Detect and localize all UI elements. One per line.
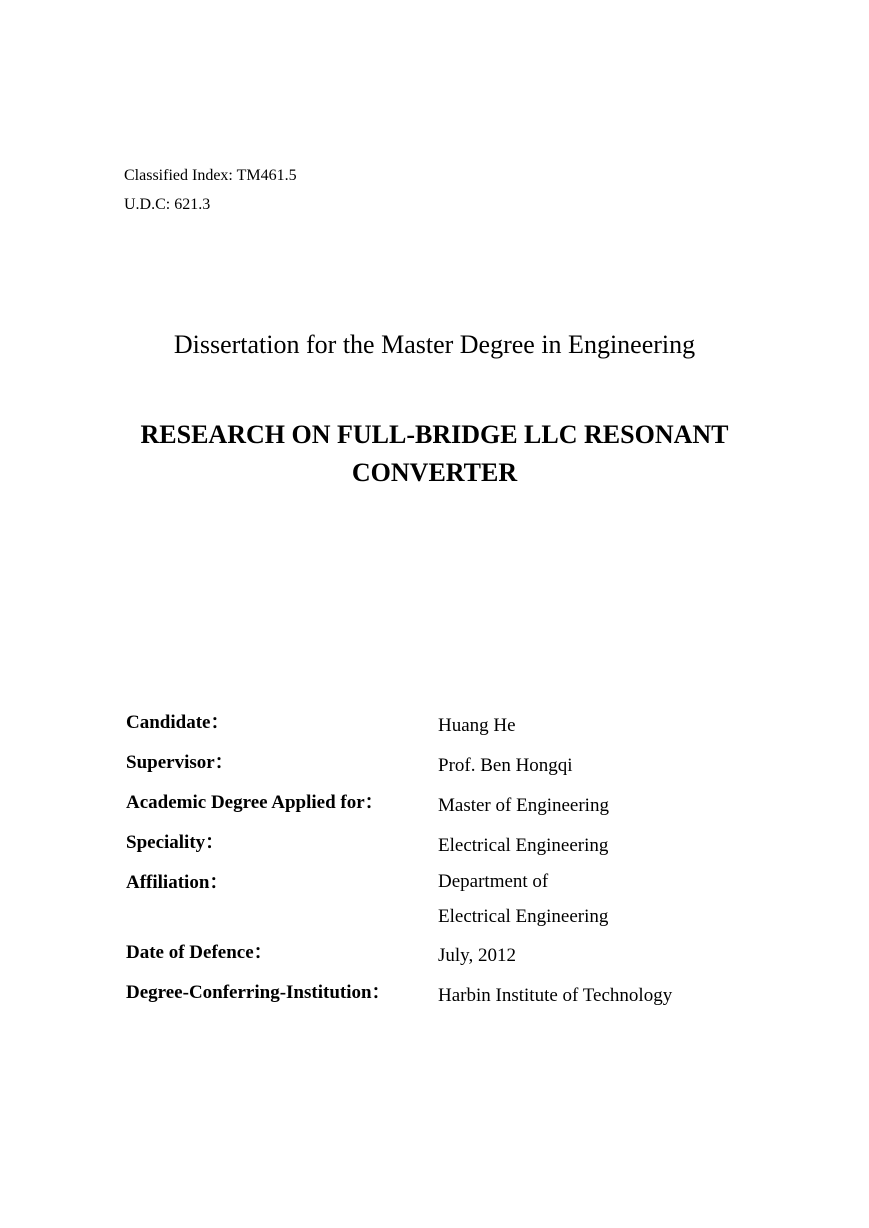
candidate-value: Huang He: [438, 715, 516, 736]
title-line-1: RESEARCH ON FULL-BRIDGE LLC RESONANT: [140, 420, 729, 449]
info-row-candidate: [126, 704, 766, 744]
degree-value: Master of Engineering: [438, 795, 609, 816]
classified-index: Classified Index: TM461.5: [124, 167, 297, 184]
udc-code: U.D.C: 621.3: [124, 196, 211, 213]
degree-label: Academic Degree Applied for：: [126, 792, 384, 813]
institution-label: Degree-Conferring-Institution：: [126, 982, 391, 1003]
affiliation-value: [438, 868, 608, 934]
defence-label: Date of Defence：: [126, 942, 273, 963]
supervisor-label: Supervisor：: [126, 752, 234, 773]
info-row-defence: [126, 934, 766, 974]
title-line-2: CONVERTER: [351, 458, 518, 487]
affiliation-value-line-1: Department of: [438, 871, 549, 892]
info-row-affiliation: [126, 864, 766, 934]
info-row-supervisor: [126, 744, 766, 784]
institution-value: Harbin Institute of Technology: [438, 985, 673, 1006]
classification-block: [124, 161, 297, 219]
candidate-label: Candidate：: [126, 712, 230, 733]
candidate-info-table: [126, 704, 766, 1014]
info-row-speciality: [126, 824, 766, 864]
supervisor-value: Prof. Ben Hongqi: [438, 755, 573, 776]
affiliation-value-line-2: Electrical Engineering: [438, 906, 609, 927]
speciality-value: Electrical Engineering: [438, 835, 609, 856]
info-row-degree: [126, 784, 766, 824]
speciality-label: Speciality：: [126, 832, 225, 853]
dissertation-subtitle: Dissertation for the Master Degree in Engineering: [173, 330, 696, 359]
dissertation-title: [0, 416, 869, 492]
info-row-institution: [126, 974, 766, 1014]
affiliation-label: Affiliation：: [126, 872, 229, 893]
defence-value: July, 2012: [438, 945, 516, 966]
